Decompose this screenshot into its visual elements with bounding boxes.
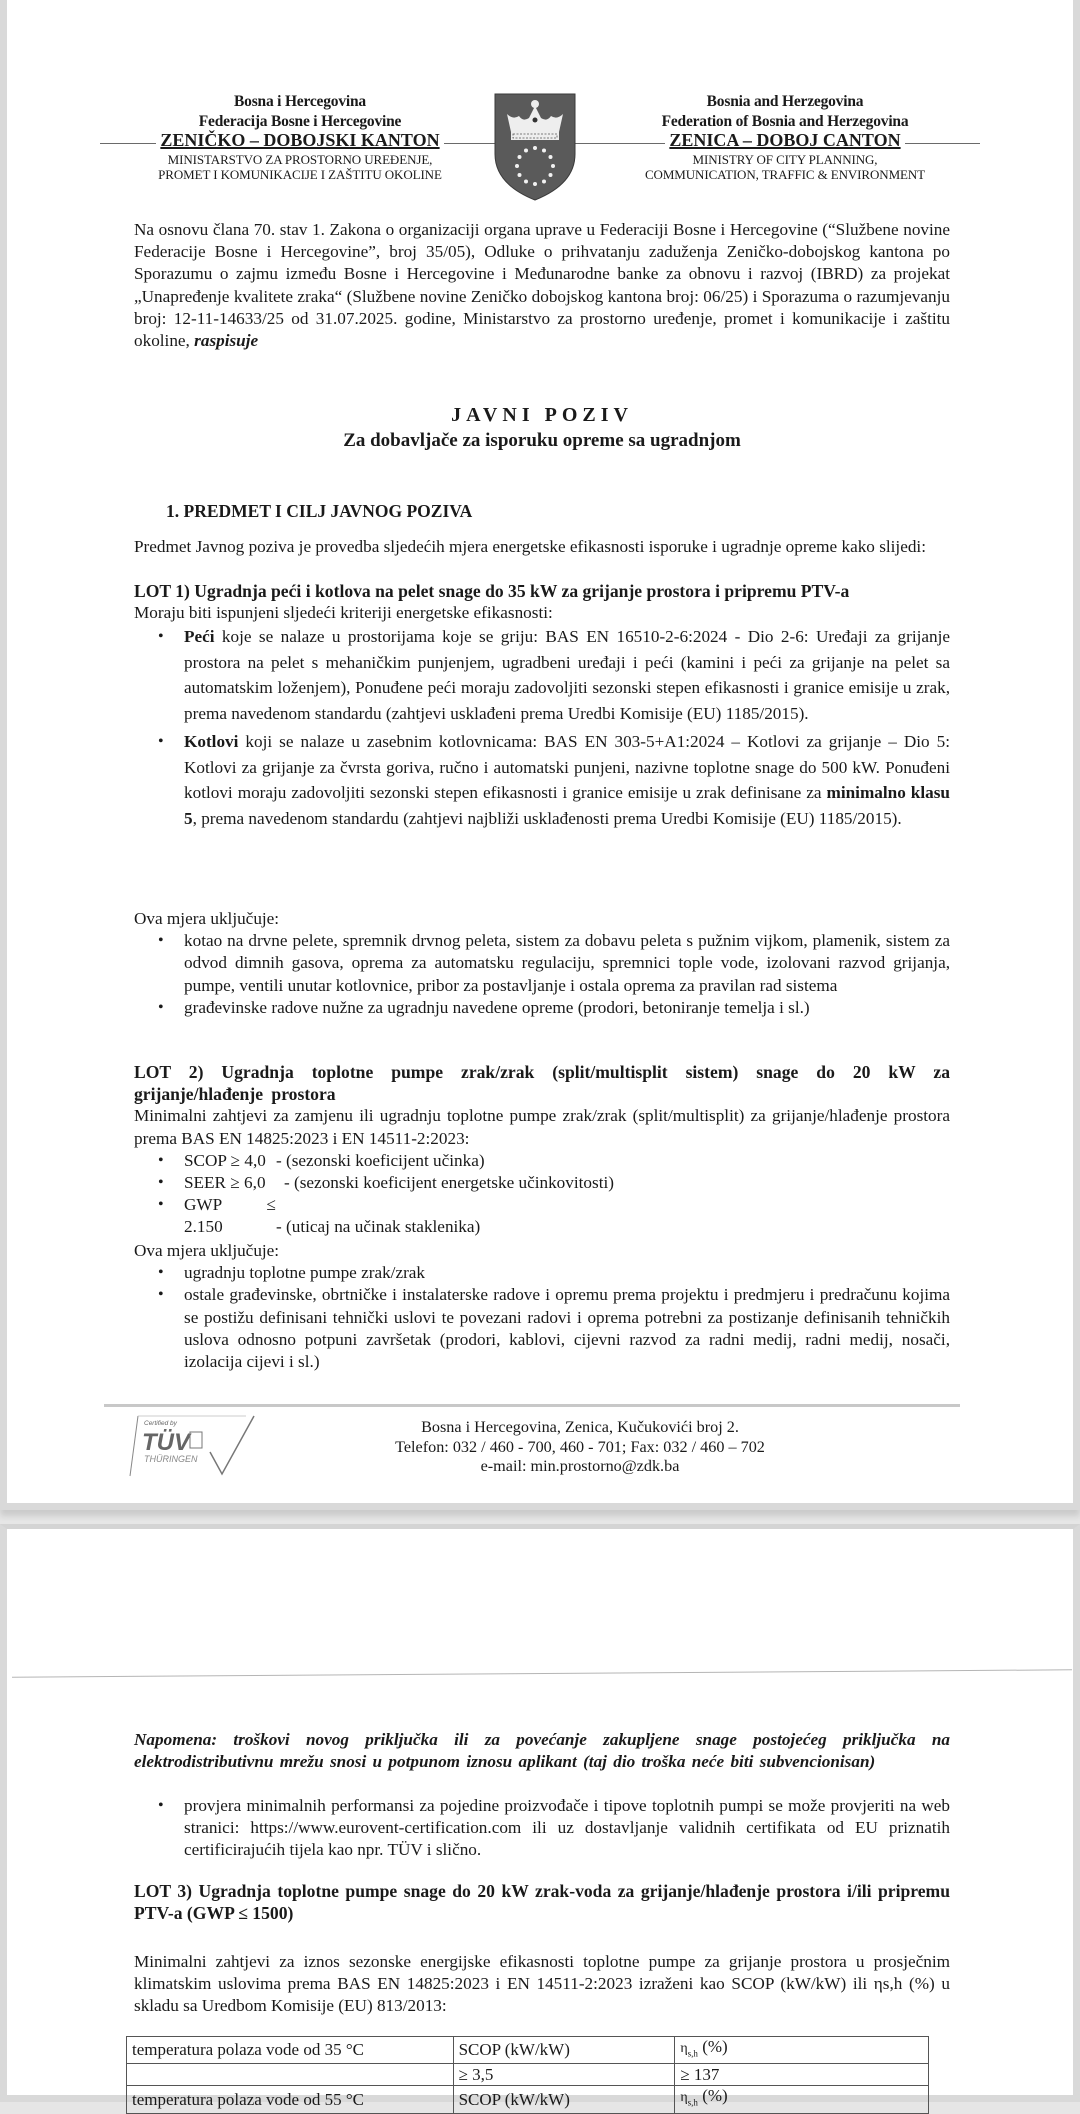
lot-2-includes-list xyxy=(156,1262,950,1373)
tuv-thuringen-certified-logo xyxy=(122,1412,260,1478)
table-row xyxy=(127,2086,929,2113)
table-cell: $\eta_{s,h}$ (%) xyxy=(675,2037,929,2064)
table-cell: ≥ 3,5 xyxy=(453,2064,675,2086)
requirement-metric: SEER ≥ 6,0 xyxy=(184,1173,266,1193)
list-item xyxy=(156,624,950,729)
cert-top-text: Certified by xyxy=(144,1420,177,1427)
lot-2-requirements-intro: Minimalni zahtjevi za zamjenu ili ugradnju toplotne pumpe zrak/zrak (split/multisplit) za grijanje/hlađenje prostora prema BAS EN 14825:2023 i EN 14511-2:2023: xyxy=(134,1106,950,1148)
list-item xyxy=(156,729,950,831)
letterhead-left xyxy=(100,92,500,182)
criterion-label: Kotlovi xyxy=(184,732,239,752)
ministry-line-2: PROMET I KOMUNIKACIJE I ZAŠTITU OKOLINE xyxy=(158,166,442,182)
table-row xyxy=(127,2037,929,2064)
title-main: JAVNI POZIV xyxy=(451,404,633,426)
lot-1-criteria-list xyxy=(156,624,950,831)
table-cell: temperatura polaza vode od 55 °C xyxy=(127,2086,454,2113)
note-bullet-list xyxy=(156,1795,950,1862)
footer-rule xyxy=(104,1404,960,1407)
lot-2-block xyxy=(134,1061,950,1239)
criterion-highlight: minimalno klasu 5 xyxy=(184,783,950,828)
coat-of-arms-icon xyxy=(493,92,577,202)
intro-emphasis: raspisuje xyxy=(194,331,259,351)
cert-region-text: THÜRINGEN xyxy=(144,1454,198,1464)
footer-phone: Telefon: 032 / 460 - 700, 460 - 701; Fax: 032 / 460 – 702 xyxy=(395,1437,765,1456)
list-item xyxy=(156,1194,950,1238)
list-item xyxy=(156,1172,950,1194)
criterion-text: , prema navedenom standardu (zahtjevi najbliži usklađenosti prema Uredbi Komisije (EU) 1185/2015). xyxy=(192,808,902,828)
criterion-text: koji se nalaze u zasebnim kotlovnicama: BAS EN 303-5+A1:2024 – Kotlovi za grijanje – Dio 5: Kotlovi za grijanje za čvrsta goriva, ručno i automatski punjeni, nazivne toplotne snage do 500 kW. Ponuđeni kotlovi moraju zadovoljiti sezonski stepen efikasnosti i granice emisije u zrak definisane za xyxy=(184,732,950,803)
federation-name-en: Federation of Bosnia and Herzegovina xyxy=(661,112,909,130)
table-cell: ≥ 137 xyxy=(675,2064,929,2086)
criterion-label: Peći xyxy=(184,627,215,647)
list-item xyxy=(156,1150,950,1172)
ministry-line-2-en: COMMUNICATION, TRAFFIC & ENVIRONMENT xyxy=(644,166,925,182)
list-item: • građevinske radove nužne za ugradnju navedene opreme (prodori, betoniranje temelja i sl.) xyxy=(156,997,950,1019)
federation-name: Federacija Bosne i Hercegovine xyxy=(198,112,402,130)
lot-3-requirements-intro: Minimalni zahtjevi za iznos sezonske energijske efikasnosti toplotne pumpe za grijanje prostora u prosječnim klimatskim uslovima prema BAS EN 14825:2023 i EN 14511-2:2023 izraženi kao SCOP (kW/kW) ili ηs,h (%) u skladu sa Uredbom Komisije (EU) 813/2013: xyxy=(134,1952,950,2016)
footer-contact xyxy=(300,1418,860,1477)
lot-1-includes-block xyxy=(134,908,950,1019)
list-item: • kotao na drvne pelete, spremnik drvnog peleta, sistem za dobavu peleta s pužnim vijkom, plamenik, sistem za odvod dimnih gasova, oprema za automatsku regulaciju, spremnici tople vode, izolovani razvod grijanja, pumpe, ventili unutar kotlovnice, pribor za postavljanje i ostala oprema za pravilan rad sistema xyxy=(156,930,950,997)
requirement-desc: - (sezonski koeficijent učinka) xyxy=(276,1150,485,1170)
table-cell: SCOP (kW/kW) xyxy=(453,2086,675,2113)
list-item: • provjera minimalnih performansi za pojedine proizvođače i tipove toplotnih pumpi se može provjeriti na web stranici: https://www.eurovent-certification.com ili uz dostavljanje validnih certifikata od EU priznatih certificirajućih tijela kao npr. TÜV i slično. xyxy=(156,1795,950,1862)
footer-email[interactable]: e-mail: min.prostorno@zdk.ba xyxy=(480,1457,680,1475)
table-cell xyxy=(127,2064,454,2086)
intro-text: Na osnovu člana 70. stav 1. Zakona o organizaciji organa uprave u Federaciji Bosne i Hercegovine (“Službene novine Federacije Bosne i Hercegovine”, broj 35/05), Odluke o prihvatanju zaduženja Zeničko-dobojskog kantona po Sporazumu o zajmu između Bosne i Hercegovine i Međunarodne banke za obnovu i razvoj (IBRD) za projekat „Unapređenje kvalitete zraka“ (Službene novine Zeničko dobojskog kantona broj: 06/25) i Sporazuma o razumjevanju broj: 12-11-14633/25 od 31.07.2025. godine, Ministarstvo za prostorno uređenje, promet i komunikacije i zaštitu okoline, xyxy=(134,220,950,351)
cert-brand-text: TÜV xyxy=(142,1429,190,1456)
requirement-desc: - (uticaj na učinak staklenika) xyxy=(276,1217,481,1237)
requirement-metric: SCOP ≥ 4,0 xyxy=(184,1150,266,1170)
criterion-text: koje se nalaze u prostorijama koje se griju: BAS EN 16510-2-6:2024 - Dio 2-6: Uređaji za grijanje prostora na pelet s mehaničkim punjenjem, ugradbeni uređaji i peći (kamini i peći za grijanje na pelet sa automatskim loženjem), Ponuđene peći moraju zadovoljiti sezonski stepen efikasnosti i granice emisije u zrak, prema navedenom standardu (zahtjevi usklađeni prema Uredbi Komisije (EU) 1185/2015). xyxy=(184,627,950,723)
section-1-intro: Predmet Javnog poziva je provedba sljedećih mjera energetske efikasnosti isporuke i ugradnje opreme kako slijedi: xyxy=(134,537,926,556)
table-cell: temperatura polaza vode od 35 °C xyxy=(127,2037,454,2064)
table-cell: SCOP (kW/kW) xyxy=(453,2037,675,2064)
canton-name: ZENIČKO – DOBOJSKI KANTON xyxy=(156,131,443,149)
list-item: • ostale građevinske, obrtničke i instalaterske radove i opremu prema projektu i predmjeru i predračunu kojima se postižu definisani tehnički uslovi te povezani radovi i oprema potrebni za postizanje definisanih tehničkih uslova odnosno potpuni završetak (prodori, kablovi, cijevni razvod za radni medij, radni medij, nosači, izolacija cijevi i sl.) xyxy=(156,1284,950,1373)
lot-3-heading: LOT 3) Ugradnja toplotne pumpe snage do 20 kW zrak-voda za grijanje/hlađenje prostora i/ili pripremu PTV-a (GWP ≤ 1500) xyxy=(134,1881,950,1924)
ministry-line-1: MINISTARSTVO ZA PROSTORNO UREĐENJE, xyxy=(167,151,433,167)
intro-paragraph xyxy=(134,219,950,352)
table-cell: $\eta_{s,h}$ (%) xyxy=(675,2086,929,2113)
note-bullets xyxy=(134,1795,950,1862)
footer-address: Bosna i Hercegovina, Zenica, Kučukovići broj 2. xyxy=(421,1418,739,1436)
table-row xyxy=(127,2064,929,2086)
lot-2-includes-block xyxy=(134,1240,950,1373)
lot-1-block xyxy=(134,580,950,831)
lot-2-requirements-list xyxy=(156,1150,950,1239)
requirement-desc: - (sezonski koeficijent energetske učinkovitosti) xyxy=(284,1173,614,1193)
lot-1-includes-label: Ova mjera uključuje: xyxy=(134,909,280,928)
country-name-en: Bosnia and Herzegovina xyxy=(706,93,864,110)
letterhead xyxy=(100,92,980,202)
list-item: • ugradnju toplotne pumpe zrak/zrak xyxy=(156,1262,950,1284)
requirement-metric: GWP ≤ 2.150 xyxy=(184,1195,276,1237)
lot-1-heading: LOT 1) Ugradnja peći i kotlova na pelet snage do 35 kW za grijanje prostora i pripremu PTV-a xyxy=(134,581,850,601)
lot-1-includes-list xyxy=(156,930,950,1019)
letterhead-right xyxy=(590,92,980,182)
note-paragraph: Napomena: troškovi novog priključka ili za povećanje zakupljene snage postojećeg priključka na elektrodistributivnu mrežu snosi u potpunom iznosu aplikant (taj dio troška neće biti subvencionisan) xyxy=(134,1730,950,1772)
canton-name-en: ZENICA – DOBOJ CANTON xyxy=(665,131,904,149)
document-title xyxy=(134,404,950,452)
country-name: Bosna i Hercegovina xyxy=(234,93,366,110)
lot-2-heading: LOT 2) Ugradnja toplotne pumpe zrak/zrak (split/multisplit sistem) snage do 20 kW za grijanje/hlađenje prostora xyxy=(134,1062,950,1105)
title-sub: Za dobavljače za isporuku opreme sa ugradnjom xyxy=(343,430,741,452)
lot-2-includes-label: Ova mjera uključuje: xyxy=(134,1241,280,1260)
lot-1-criteria-intro: Moraju biti ispunjeni sljedeći kriteriji energetske efikasnosti: xyxy=(134,603,553,623)
efficiency-table xyxy=(126,2036,929,2114)
section-1-heading: 1. PREDMET I CILJ JAVNOG POZIVA xyxy=(166,501,473,521)
ministry-line-1-en: MINISTRY OF CITY PLANNING, xyxy=(692,151,878,167)
